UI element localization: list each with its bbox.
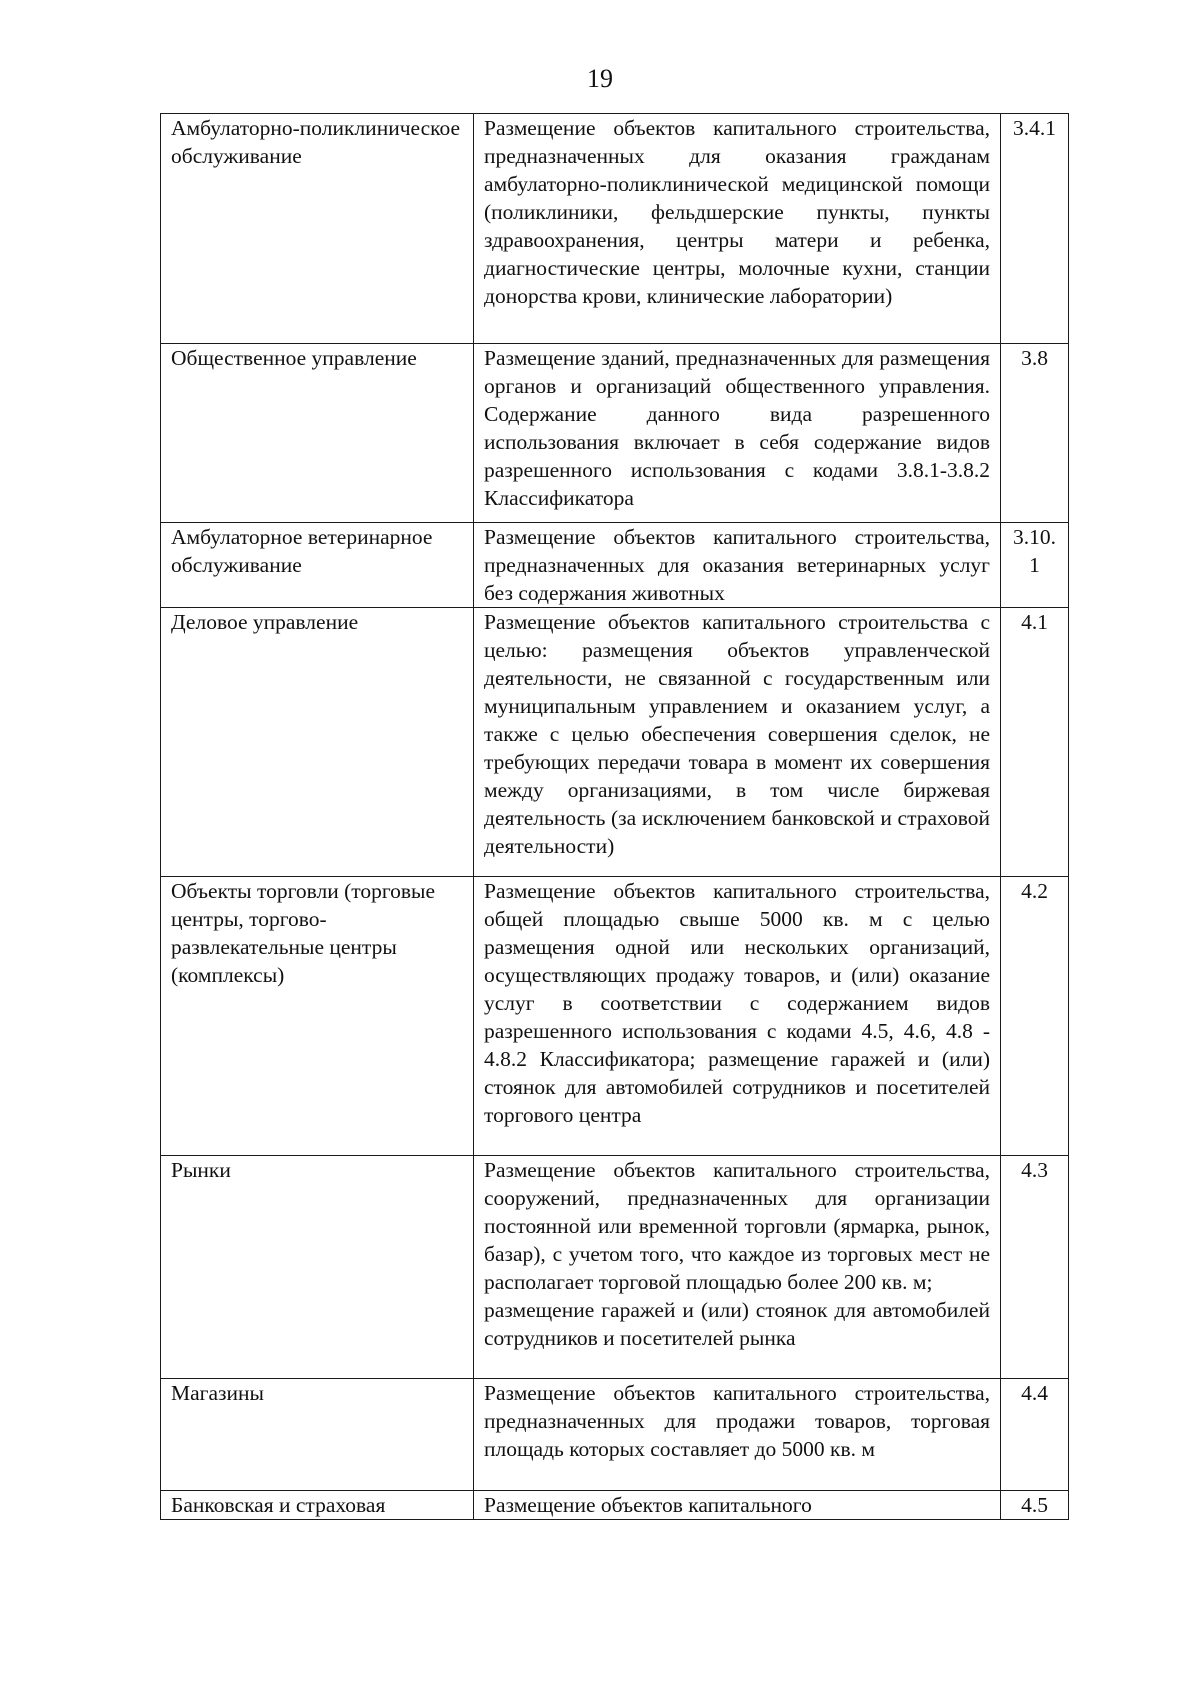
use-code-cell: 4.2 (1001, 877, 1069, 1156)
use-description-cell: Размещение объектов капитального строительства, предназначенных для продажи товаров, торговая площадь которых составляет до 5000 кв. м (474, 1379, 1001, 1491)
table-row (161, 1491, 1069, 1520)
table-row (161, 877, 1069, 1156)
use-code-cell: 3.8 (1001, 344, 1069, 523)
use-description-cell: Размещение объектов капитального строительства, предназначенных для оказания ветеринарных услуг без содержания животных (474, 523, 1001, 608)
use-name-cell: Объекты торговли (торговые центры, торгово-развлекательные центры (комплексы) (161, 877, 474, 1156)
land-use-table (160, 113, 1069, 1520)
table-row (161, 523, 1069, 608)
use-code-cell: 4.1 (1001, 608, 1069, 877)
use-name-cell: Общественное управление (161, 344, 474, 523)
use-code-cell: 4.4 (1001, 1379, 1069, 1491)
table-row (161, 608, 1069, 877)
use-description-cell: Размещение объектов капитального строительства с целью: размещения объектов управленческой деятельности, не связанной с государственным или муниципальным управлением и оказанием услуг, а также с целью обеспечения совершения сделок, не требующих передачи товара в момент их совершения между организациями, в том числе биржевая деятельность (за исключением банковской и страховой деятельности) (474, 608, 1001, 877)
use-name-cell: Рынки (161, 1156, 474, 1379)
use-code-cell: 3.4.1 (1001, 114, 1069, 344)
table-row (161, 114, 1069, 344)
page-number: 19 (587, 64, 613, 93)
description-paragraph: Размещение объектов капитального строительства, сооружений, предназначенных для организации постоянной или временной торговли (ярмарка, рынок, базар), с учетом того, что каждое из торговых мест не располагает торговой площадью более 200 кв. м; (484, 1158, 990, 1294)
use-description-cell: Размещение объектов капитального строительства, общей площадью свыше 5000 кв. м с целью размещения одной или нескольких организаций, осуществляющих продажу товаров, и (или) оказание услуг в соответствии с содержанием видов разрешенного использования с кодами 4.5, 4.6, 4.8 - 4.8.2 Классификатора; размещение гаражей и (или) стоянок для автомобилей сотрудников и посетителей торгового центра (474, 877, 1001, 1156)
use-code-cell: 4.5 (1001, 1491, 1069, 1520)
use-code-cell: 4.3 (1001, 1156, 1069, 1379)
table-row (161, 1379, 1069, 1491)
use-description-cell: Размещение зданий, предназначенных для размещения органов и организаций общественного управления. Содержание данного вида разрешенного использования включает в себя содержание видов разрешенного использования с кодами 3.8.1-3.8.2 Классификатора (474, 344, 1001, 523)
use-description-cell: Размещение объектов капитального строительства, предназначенных для оказания гражданам амбулаторно-поликлинической медицинской помощи (поликлиники, фельдшерские пункты, пункты здравоохранения, центры матери и ребенка, диагностические центры, молочные кухни, станции донорства крови, клинические лаборатории) (474, 114, 1001, 344)
use-description-cell: Размещение объектов капитального (474, 1491, 1001, 1520)
use-code-cell: 3.10.1 (1001, 523, 1069, 608)
use-name-cell: Деловое управление (161, 608, 474, 877)
use-name-cell: Амбулаторно-поликлиническое обслуживание (161, 114, 474, 344)
use-name-cell: Магазины (161, 1379, 474, 1491)
use-name-cell: Амбулаторное ветеринарное обслуживание (161, 523, 474, 608)
use-name-cell: Банковская и страховая (161, 1491, 474, 1520)
use-description-cell (474, 1156, 1001, 1379)
table-row (161, 344, 1069, 523)
description-paragraph: размещение гаражей и (или) стоянок для автомобилей сотрудников и посетителей рынка (484, 1298, 990, 1350)
table-row (161, 1156, 1069, 1379)
